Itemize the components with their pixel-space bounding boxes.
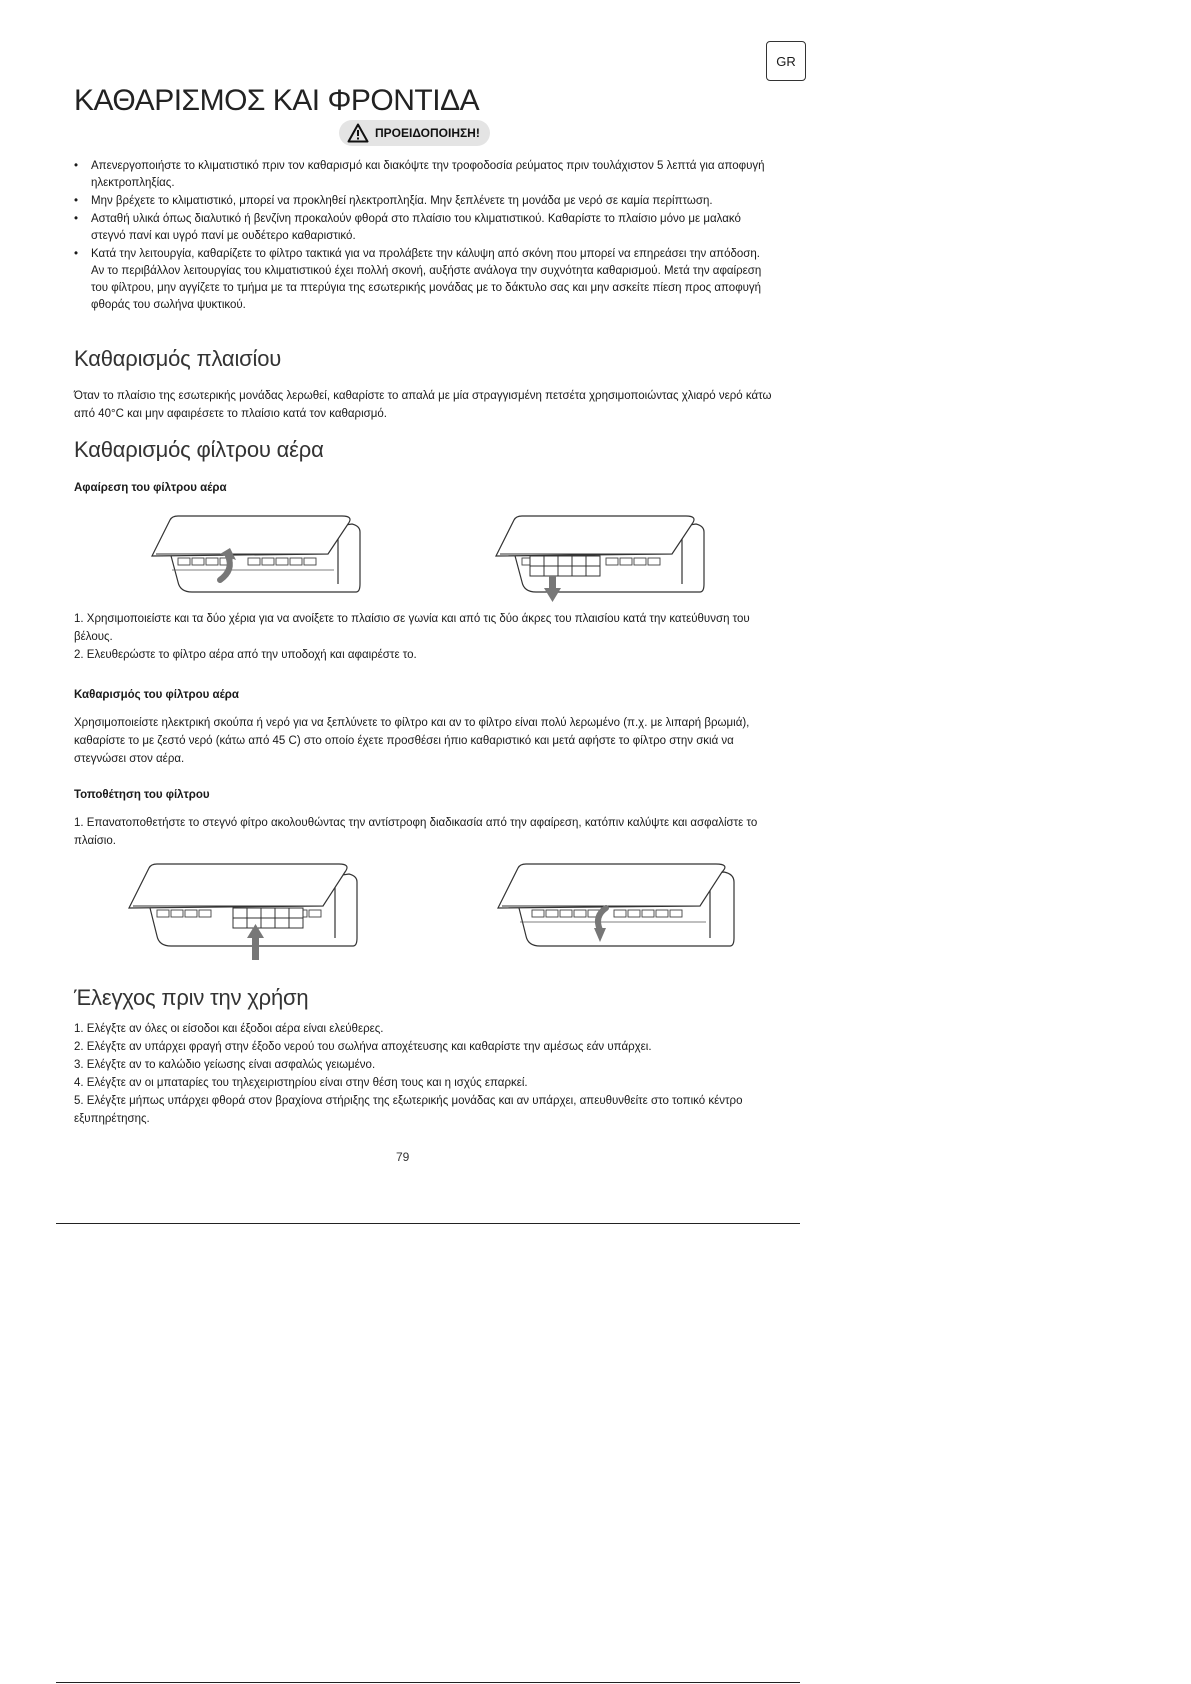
warning-label-text: ΠΡΟΕΙΔΟΠΟΙΗΣΗ! [375,126,480,140]
check-item: 5. Ελέγξτε μήπως υπάρχει φθορά στον βραχίονα στήριξης της εξωτερικής μονάδας και αν υπάρχει, απευθυνθείτε στο τοπικό κέντρο εξυπηρέτησης. [74,1095,743,1125]
filter-cleaning-subheading: Καθαρισμός του φίλτρου αέρα [74,689,239,701]
filter-removal-subheading: Αφαίρεση του φίλτρου αέρα [74,482,227,494]
pre-use-check-heading: Έλεγχος πριν την χρήση [74,985,309,1010]
page-number: 79 [396,1150,410,1164]
figure-close-panel [494,858,739,960]
check-item: 2. Ελέγξτε αν υπάρχει φραγή στην έξοδο νερού του σωλήνα αποχέτευσης και καθαρίστε την αμέσως εάν υπάρχει. [74,1041,652,1053]
filter-cleaning-heading: Καθαρισμός φίλτρου αέρα [74,437,324,462]
panel-cleaning-text: Όταν το πλαίσιο της εσωτερικής μονάδας λερωθεί, καθαρίστε το απαλά με μία στραγγισμένη πετσέτα χρησιμοποιώντας χλιαρό νερό κάτω από 40°C και μην αφαιρέσετε το πλαίσιο κατά τον καθαρισμό. [74,390,772,420]
warning-item: • Απενεργοποιήστε το κλιματιστικό πριν τον καθαρισμό και διακόψτε την τροφοδοσία ρεύματος πριν τουλάχιστον 5 λεπτά για αποφυγή ηλεκτροπληξίας. [74,158,774,192]
check-item: 3. Ελέγξτε αν το καλώδιο γείωσης είναι ασφαλώς γειωμένο. [74,1059,376,1071]
page-title: ΚΑΘΑΡΙΣΜΟΣ ΚΑΙ ΦΡΟΝΤΙΔΑ [74,84,480,117]
removal-step-1: 1. Χρησιμοποιείστε και τα δύο χέρια για να ανοίξετε το πλαίσιο σε γωνία και από τις δύο άκρες του πλαισίου κατά την κατεύθυνση του βέλους. [74,613,750,643]
warning-list [74,158,774,315]
warning-label [339,120,490,146]
installation-step-1: 1. Επανατοποθετήστε το στεγνό φίτρο ακολουθώντας την αντίστροφη διαδικασία από την αφαίρεση, κατόπιν καλύψτε και ασφαλίστε το πλαίσιο. [74,817,758,847]
figure-filter-install [125,858,360,960]
warning-item: • Ασταθή υλικά όπως διαλυτικό ή βενζίνη προκαλούν φθορά στο πλαίσιο του κλιματιστικού. Καθαρίστε το πλαίσιο μόνο με μαλακό στεγνό πανί και υγρό πανί με ουδέτερο καθαριστικό. [74,211,774,245]
language-badge: GR [766,41,806,81]
filter-installation-subheading: Τοποθέτηση του φίλτρου [74,789,210,801]
divider-line [56,1682,800,1683]
panel-cleaning-heading: Καθαρισμός πλαισίου [74,346,282,371]
divider-line [56,1223,800,1224]
figure-filter-removal [492,510,707,605]
figure-open-panel [148,510,363,596]
check-item: 1. Ελέγξτε αν όλες οι είσοδοι και έξοδοι αέρα είναι ελεύθερες. [74,1023,384,1035]
warning-item: • Μην βρέχετε το κλιματιστικό, μπορεί να προκληθεί ηλεκτροπληξία. Μην ξεπλένετε τη μονάδα με νερό σε καμία περίπτωση. [74,193,774,210]
removal-step-2: 2. Ελευθερώστε το φίλτρο αέρα από την υποδοχή και αφαιρέστε το. [74,649,417,661]
warning-item: • Κατά την λειτουργία, καθαρίζετε το φίλτρο τακτικά για να προλάβετε την κάλυψη από σκόνη που μπορεί να επηρεάσει την απόδοση. Αν το περιβάλλον λειτουργίας του κλιματιστικού έχει πολλή σκονή, αυξήστε ανάλογα την συχνότητα καθαρισμού. Μετά την αφαίρεση του φίλτρου, μην αγγίζετε το τμήμα με τα πτερύγια της εσωτερικής μονάδας με το δάκτυλο σας και μην ασκείτε πίεση προς αποφυγή φθοράς του σωλήνα ψυκτικού. [74,246,774,314]
filter-cleaning-text: Χρησιμοποιείστε ηλεκτρική σκούπα ή νερό για να ξεπλύνετε το φίλτρο και αν το φίλτρο είναι πολύ λερωμένο (π.χ. με λιπαρή βρωμιά), καθαρίστε το με ζεστό νερό (κάτω από 45 C) στο οποίο έχετε προσθέσει ήπιο καθαριστικό και μετά αφήστε το φίλτρο στην σκιά να στεγνώσει στον αέρα. [74,717,750,765]
warning-triangle-icon [347,123,369,143]
check-item: 4. Ελέγξτε αν οι μπαταρίες του τηλεχειριστηρίου είναι στην θέση τους και η ισχύς επαρκεί. [74,1077,528,1089]
